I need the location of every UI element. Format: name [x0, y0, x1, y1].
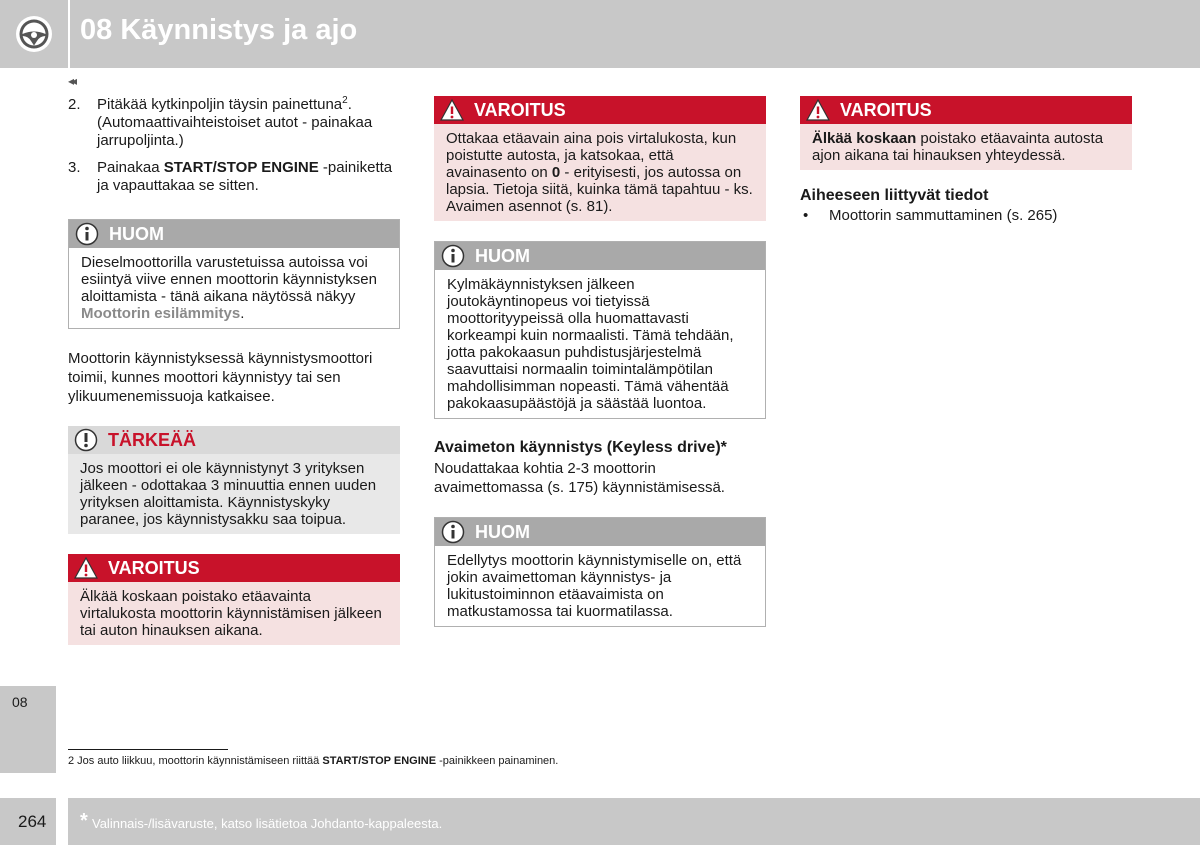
step-number: 2.: [68, 96, 81, 113]
footnote-button-name: START/STOP ENGINE: [322, 755, 437, 767]
warning-triangle-icon: [806, 98, 830, 122]
note-box: [434, 241, 766, 419]
note-body: Edellytys moottorin käynnistymiselle on, että jokin avaimettoman käynnistys- ja lukitustoiminnon etäavaimista on matkustamossa tai kuormatilassa.: [435, 546, 765, 626]
warning-title: VAROITUS: [840, 100, 932, 120]
important-body: Jos moottori ei ole käynnistynyt 3 yrityksen jälkeen - odottakaa 3 minuuttia ennen uuden yrityksen aloittamista. Käynnistyskyky paranee, jos käynnistysakku saa toipua.: [68, 454, 400, 534]
warning-triangle-icon: [440, 98, 464, 122]
info-icon: [441, 520, 465, 544]
warning-body: [434, 124, 766, 221]
info-icon: [75, 222, 99, 246]
header-icon-box: [0, 0, 68, 68]
warning-title: VAROITUS: [108, 558, 200, 578]
step-text: Pitäkää kytkinpoljin täysin painettuna: [97, 96, 343, 113]
warning-header: [68, 554, 400, 582]
step-3: [68, 159, 400, 195]
note-body: [69, 248, 399, 328]
warning-triangle-icon: [74, 556, 98, 580]
step-2: [68, 96, 400, 150]
column-2: [434, 96, 766, 647]
warning-text: Ottakaa etäavain aina pois virtalukosta, kun poistutte autosta, ja katsokaa, että avainasento on: [446, 130, 737, 181]
note-text-end: .: [240, 305, 245, 322]
important-box: [68, 426, 400, 534]
footer-note: Valinnais-/lisävaruste, katso lisätietoa Johdanto-kappaleesta.: [92, 816, 443, 831]
related-link[interactable]: • Moottorin sammuttaminen (s. 265): [800, 207, 1132, 225]
header-separator: [68, 0, 70, 68]
note-box: [68, 219, 400, 329]
note-title: HUOM: [475, 522, 530, 542]
warning-body: Älkää koskaan poistako etäavainta virtalukosta moottorin käynnistämisen jälkeen tai auton hinauksen aikana.: [68, 582, 400, 645]
footnote: [68, 755, 558, 767]
note-header: [435, 518, 765, 546]
warning-header: [800, 96, 1132, 124]
chapter-tab-label: 08: [12, 694, 28, 710]
warning-box: [68, 554, 400, 645]
warning-emphasis: Älkää koskaan: [812, 130, 917, 147]
warning-title: VAROITUS: [474, 100, 566, 120]
note-body: Kylmäkäynnistyksen jälkeen joutokäyntinopeus voi tietyissä moottorityypeissä olla huomattavasti korkeampi kuin normaalisti. Tämä tehdään, jotta pakokaasun puhdistusjärjestelmä saavuttaisi normaalin toimintalämpötilan mahdollisimman nopeasti. Tämä vähentää pakokaasupäästöjä ja säästää luontoa.: [435, 270, 765, 418]
section-heading: Avaimeton käynnistys (Keyless drive)*: [434, 439, 727, 456]
warning-header: [434, 96, 766, 124]
note-title: HUOM: [475, 246, 530, 266]
key-position: 0: [551, 164, 561, 181]
note-header: [435, 242, 765, 270]
steering-wheel-icon: [14, 14, 54, 54]
column-1: [68, 96, 400, 665]
footnote-rule: [68, 749, 228, 750]
important-title: TÄRKEÄÄ: [108, 430, 196, 450]
warning-text: poistako etäavainta autosta ajon aikana tai hinauksen yhteydessä.: [812, 130, 1104, 164]
important-header: [68, 426, 400, 454]
note-title: HUOM: [109, 224, 164, 244]
footnote-number: 2: [68, 755, 75, 767]
note-header: [69, 220, 399, 248]
step-text-cont: -painiketta ja vapauttakaa se sitten.: [97, 159, 393, 194]
page-number: 264: [18, 812, 47, 831]
related-heading: Aiheeseen liittyvät tiedot: [800, 187, 989, 204]
chapter-tab[interactable]: [0, 686, 56, 773]
step-text-cont: . (Automaattivaihteistoiset autot - painakaa jarrupoljinta.): [97, 96, 373, 149]
previous-page-link[interactable]: ◂◂: [68, 74, 75, 88]
exclamation-icon: [74, 428, 98, 452]
note-box: [434, 517, 766, 627]
warning-box: [434, 96, 766, 221]
button-name: START/STOP ENGINE: [163, 159, 319, 176]
section-text: Noudattakaa kohtia 2-3 moottorin avaimettomassa (s. 175) käynnistämisessä.: [434, 460, 725, 496]
info-icon: [441, 244, 465, 268]
note-text: Dieselmoottorilla varustetuissa autoissa voi esiintyä viive ennen moottorin käynnistyksen aloittamista - tänä aikana näytössä näkyy: [81, 254, 377, 305]
display-message: Moottorin esilämmitys: [81, 305, 241, 322]
chapter-title: 08 Käynnistys ja ajo: [80, 14, 358, 46]
warning-body: [800, 124, 1132, 170]
footnote-text-end: -painikkeen painaminen.: [436, 755, 559, 767]
footnote-ref[interactable]: 2: [342, 95, 348, 106]
step-text: Painakaa: [97, 159, 164, 176]
footnote-text: Jos auto liikkuu, moottorin käynnistämiseen riittää: [74, 755, 323, 767]
step-number: 3.: [68, 159, 81, 176]
warning-box: [800, 96, 1132, 170]
column-3: [800, 96, 1132, 225]
option-star: *: [80, 810, 88, 832]
warning-text-cont: - erityisesti, jos autossa on lapsia. Tietoja siitä, kuinka tämä tapahtuu - ks. Avaimen asennot (s. 81).: [446, 164, 753, 215]
body-paragraph: Moottorin käynnistyksessä käynnistysmoottori toimii, kunnes moottori käynnistyy tai sen ylikuumenemissuoja katkaisee.: [68, 350, 373, 405]
footer-separator: [56, 798, 68, 845]
